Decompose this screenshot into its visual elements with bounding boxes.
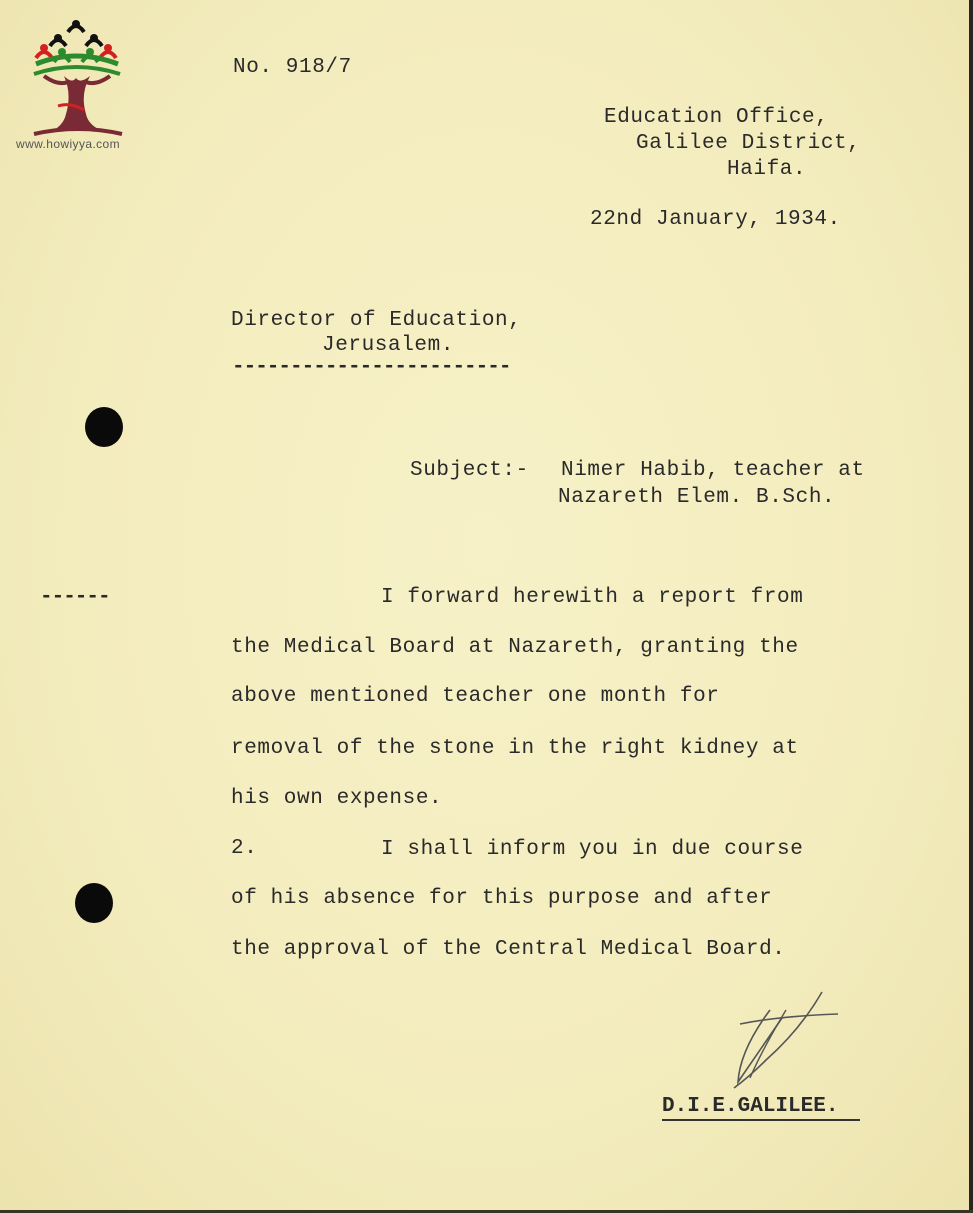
sender-address-line-3: Haifa.: [727, 158, 807, 181]
letter-date: 22nd January, 1934.: [590, 208, 841, 231]
body-line-5: his own expense.: [231, 787, 443, 810]
signature-block: D.I.E.GALILEE.: [662, 1095, 839, 1118]
signature-underline: [662, 1119, 860, 1121]
page-edge: [969, 0, 973, 1213]
punch-hole: [75, 883, 113, 923]
recipient-underline: ------------------------: [232, 356, 511, 379]
recipient-line-2: Jerusalem.: [322, 334, 455, 357]
body-line-2: the Medical Board at Nazareth, granting the: [231, 636, 799, 659]
logo-url: www.howiyya.com: [16, 137, 121, 151]
sender-address-line-1: Education Office,: [604, 106, 829, 129]
recipient-line-1: Director of Education,: [231, 309, 522, 332]
body-line-4: removal of the stone in the right kidney at: [231, 737, 799, 760]
margin-mark: ------: [40, 586, 110, 609]
reference-number: No. 918/7: [233, 56, 352, 79]
handwritten-signature-icon: [720, 990, 840, 1090]
para2-line-3: the approval of the Central Medical Board.: [231, 938, 786, 961]
body-line-1: I forward herewith a report from: [381, 586, 804, 609]
sender-address-line-2: Galilee District,: [636, 132, 861, 155]
paragraph-number: 2.: [231, 837, 258, 860]
subject-line-1: Nimer Habib, teacher at: [561, 459, 865, 482]
para2-line-2: of his absence for this purpose and after: [231, 887, 773, 910]
punch-hole: [85, 407, 123, 447]
subject-label: Subject:-: [410, 459, 529, 482]
para2-line-1: I shall inform you in due course: [381, 838, 804, 861]
subject-line-2: Nazareth Elem. B.Sch.: [558, 486, 836, 509]
body-line-3: above mentioned teacher one month for: [231, 685, 720, 708]
howiyya-logo-icon: [14, 14, 142, 156]
